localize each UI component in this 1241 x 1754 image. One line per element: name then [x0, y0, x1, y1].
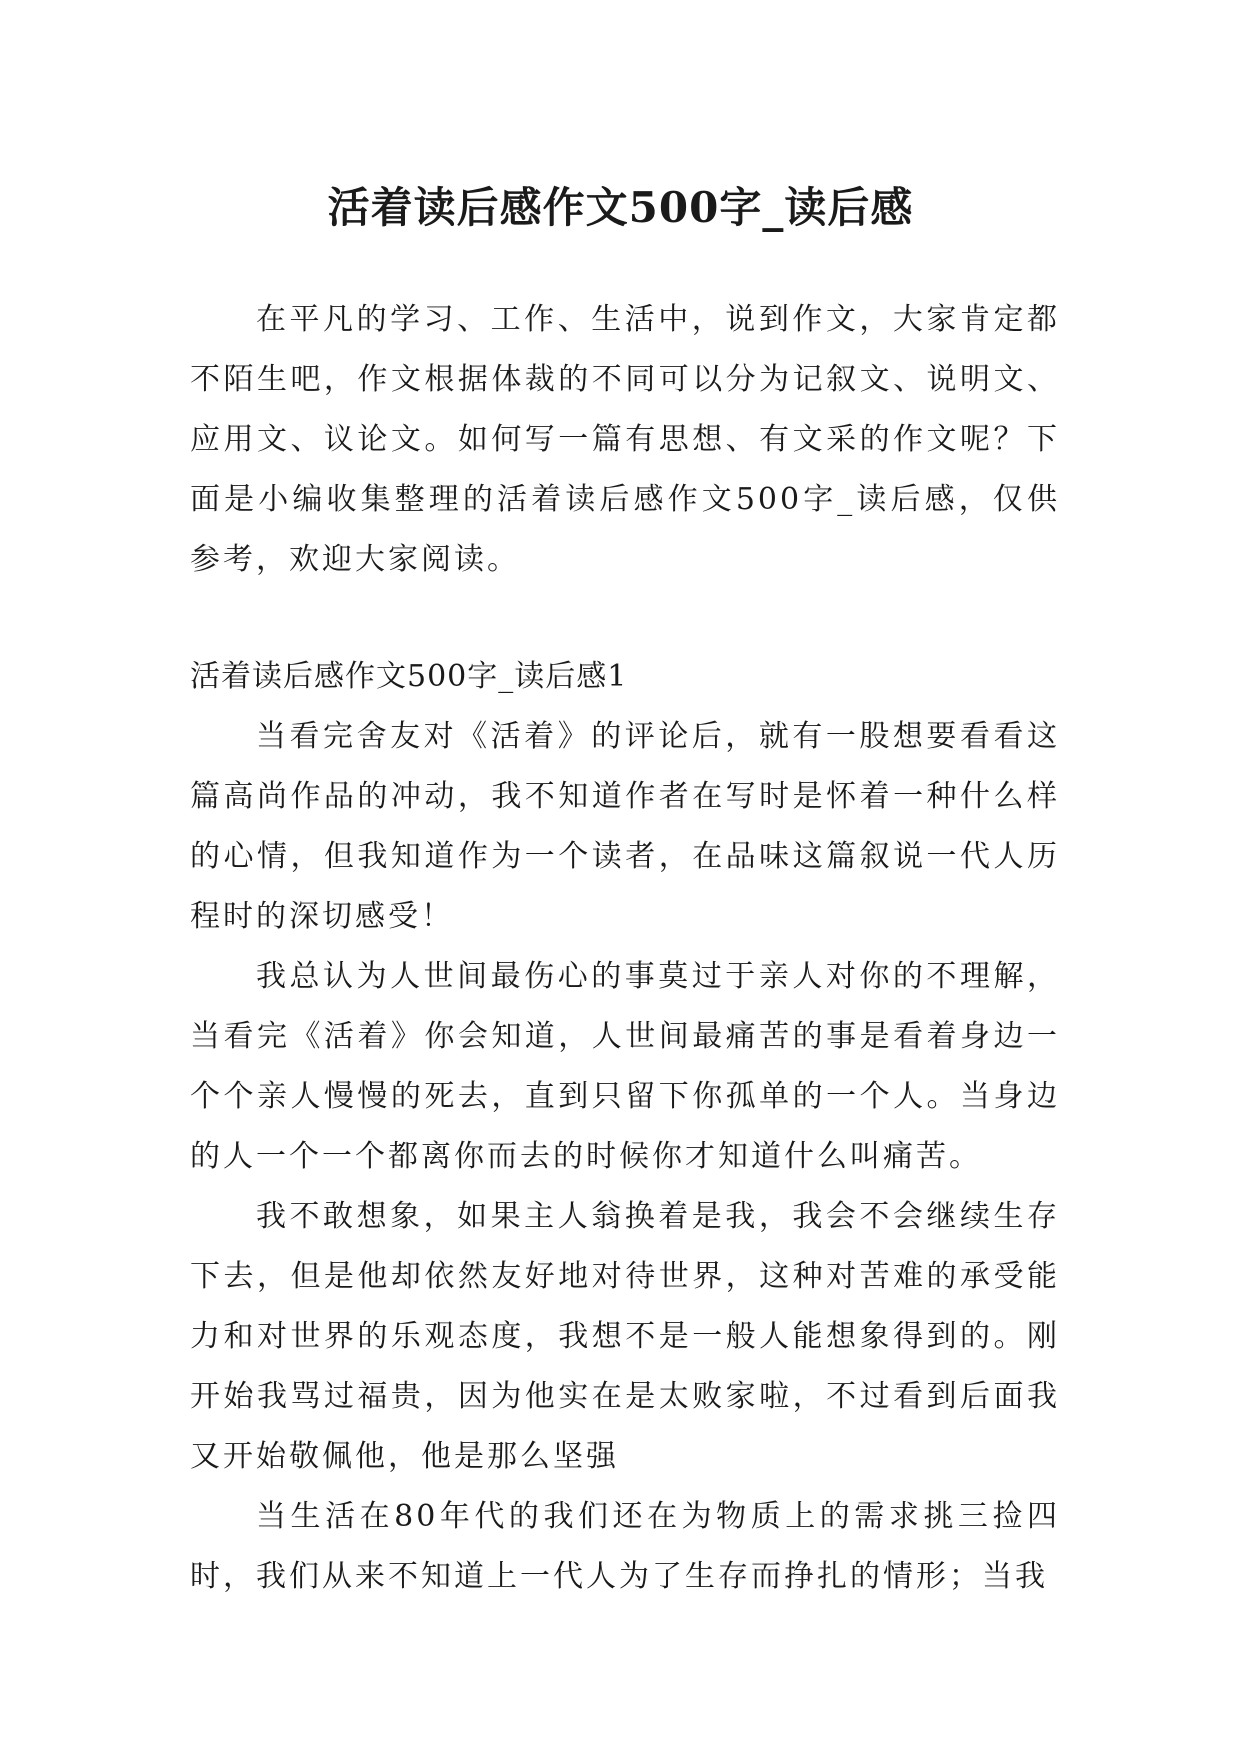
- body-paragraph-4: 当生活在80年代的我们还在为物质上的需求挑三捡四时，我们从来不知道上一代人为了生存而挣扎的情形；当我: [190, 1499, 1060, 1594]
- document-title: 活着读后感作文500字_读后感: [327, 183, 914, 233]
- body-paragraph-3: 我不敢想象，如果主人翁换着是我，我会不会继续生存下去，但是他却依然友好地对待世界，这种对苦难的承受能力和对世界的乐观态度，我想不是一般人能想象得到的。刚开始我骂过福贵，因为他实在是太败家啦，不过看到后面我又开始敬佩他，他是那么坚强: [190, 1199, 1060, 1474]
- intro-paragraph: 在平凡的学习、工作、生活中，说到作文，大家肯定都不陌生吧，作文根据体裁的不同可以分为记叙文、说明文、应用文、议论文。如何写一篇有思想、有文采的作文呢？下面是小编收集整理的活着读后感作文500字_读后感，仅供参考，欢迎大家阅读。: [190, 302, 1060, 577]
- body-paragraph-1: 当看完舍友对《活着》的评论后，就有一股想要看看这篇高尚作品的冲动，我不知道作者在写时是怀着一种什么样的心情，但我知道作为一个读者，在品味这篇叙说一代人历程时的深切感受！: [190, 719, 1060, 934]
- body-paragraph-2: 我总认为人世间最伤心的事莫过于亲人对你的不理解，当看完《活着》你会知道，人世间最痛苦的事是看着身边一个个亲人慢慢的死去，直到只留下你孤单的一个人。当身边的人一个一个都离你而去的时候你才知道什么叫痛苦。: [190, 959, 1060, 1174]
- section-heading: 活着读后感作文500字_读后感1: [190, 659, 628, 694]
- document-body: [190, 290, 1060, 1607]
